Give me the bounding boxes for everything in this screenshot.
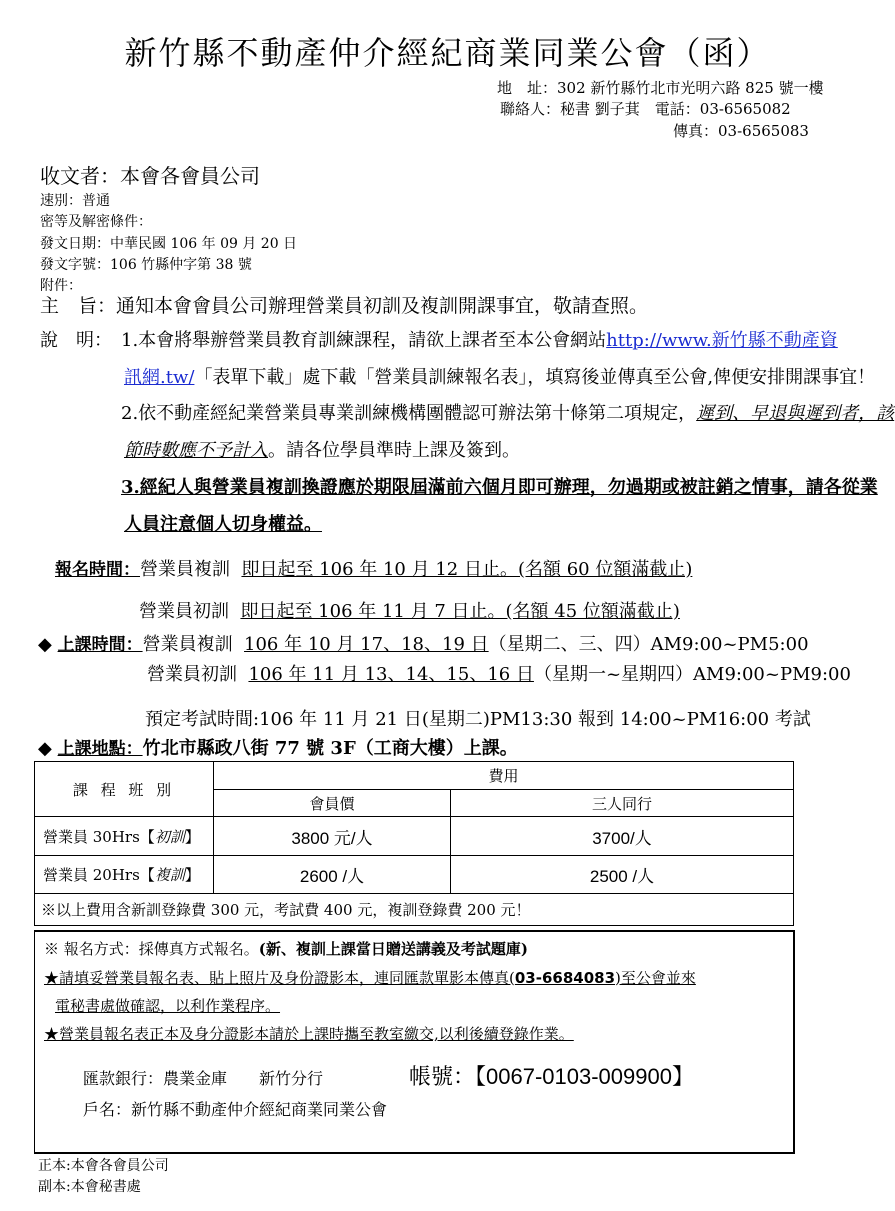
col-course-header: 課 程 班 別 [35, 762, 214, 817]
original-recipient: 正本:本會各會員公司 [38, 1158, 169, 1174]
location-label: 上課地點： [57, 739, 143, 759]
location-text: 竹北市縣政八街 77 號 3F（工商大樓）上課。 [142, 738, 518, 759]
copy-recipient: 副本:本會秘書處 [38, 1179, 141, 1195]
explain-label: 說 明： [40, 330, 112, 351]
class-initial-course: 營業員初訓 [147, 664, 237, 685]
subject-label: 主 旨： [40, 295, 117, 317]
explain-item-3a: 3.經紀人與營業員複訓換證應於期限屆滿前六個月即可辦理，勿過期或被註銷之情事，請各從業 [121, 477, 878, 498]
class-initial-rest: （星期一~星期四）AM9:00~PM9:00 [533, 664, 851, 685]
account-number: 【0067-0103-009900】 [475, 1064, 694, 1089]
course-cell: 營業員 20Hrs【複訓】 [35, 856, 214, 894]
col-member-header: 會員價 [214, 790, 451, 817]
registration-row-1 [55, 555, 692, 581]
fee-table [34, 761, 794, 926]
diamond-icon: ◆ [38, 738, 52, 759]
class-time-row-2 [147, 660, 851, 686]
secrecy: 密等及解密條件： [40, 214, 152, 230]
col-fee-header: 費用 [214, 762, 794, 790]
subject-text: 通知本會會員公司辦理營業員初訓及複訓開課事宜，敬請查照。 [116, 295, 649, 317]
signup-method: ※ 報名方式：採傳真方式報名。(新、複訓上課當日贈送講義及考試題庫) [44, 940, 528, 958]
issue-number: 發文字號：106 竹縣仲字第 38 號 [40, 257, 252, 273]
member-price: 3800 元/人 [214, 817, 451, 856]
speed: 速別：普通 [40, 193, 110, 209]
explain-item-1b [124, 363, 875, 389]
website-link[interactable]: http://www.新竹縣不動產資 [606, 330, 838, 351]
item2-post: 。請各位學員準時上課及簽到。 [268, 440, 520, 461]
course-cell: 營業員 30Hrs【初訓】 [35, 817, 214, 856]
initial-period: 即日起至 106 年 11 月 7 日止。(名額 45 位額滿截止) [240, 601, 680, 622]
signup-instruction-1: ★請填妥營業員報名表、貼上照片及身份證影本，連同匯款單影本傳真(03-6684083)至公會並來 [44, 969, 696, 987]
registration-label: 報名時間： [55, 560, 140, 580]
item1-text: 1.本會將舉辦營業員教育訓練課程，請欲上課者至本公會網站 [121, 330, 607, 351]
page-title: 新竹縣不動產仲介經紀商業同業公會（函） [124, 34, 771, 72]
attachment: 附件： [40, 278, 82, 294]
bank-info: 匯款銀行：農業金庫 新竹分行 [83, 1069, 324, 1088]
contact-line: 聯絡人：秘書 劉子萁 電話：03-6565082 [500, 100, 791, 118]
website-link-cont[interactable]: 訊網.tw/ [124, 367, 195, 388]
table-row [35, 856, 794, 894]
class-time-label: 上課時間： [57, 635, 143, 655]
fee-note: ※以上費用含新訓登錄費 300 元，考試費 400 元，複訓登錄費 200 元！ [35, 894, 794, 926]
initial-course: 營業員初訓 [139, 601, 229, 622]
group-price: 2500 /人 [451, 856, 794, 894]
renew-period: 即日起至 106 年 10 月 12 日止。(名額 60 位額滿截止) [241, 559, 693, 580]
explain-item-1a [121, 326, 838, 352]
class-renew-rest: （星期二、三、四）AM9:00~PM5:00 [488, 634, 809, 655]
explain-item-2a [121, 399, 894, 425]
signup-instruction-1-cont: 電秘書處做確認，以利作業程序。 [55, 997, 281, 1015]
member-price: 2600 /人 [214, 856, 451, 894]
exam-time: 預定考試時間:106 年 11 月 21 日(星期二)PM13:30 報到 14:00~PM16:00 考試 [145, 709, 811, 730]
fax-line: 傳真：03-6565083 [673, 122, 809, 140]
explain-item-2b [124, 436, 520, 462]
class-time-row-1 [38, 630, 809, 656]
renew-course: 營業員複訓 [140, 559, 230, 580]
subject-row [40, 291, 648, 318]
group-price: 3700/人 [451, 817, 794, 856]
account-label: 帳號： [409, 1065, 476, 1090]
account-holder: 戶名：新竹縣不動產仲介經紀商業同業公會 [83, 1100, 388, 1119]
class-initial-dates: 106 年 11 月 13、14、15、16 日 [248, 664, 534, 685]
issue-date: 發文日期：中華民國 106 年 09 月 20 日 [40, 236, 298, 252]
class-renew-course: 營業員複訓 [142, 634, 233, 655]
item2-emphasis: 遲到、早退與遲到者，該 [696, 403, 895, 424]
recipient: 收文者：本會各會員公司 [40, 164, 260, 188]
class-renew-dates: 106 年 10 月 17、18、19 日 [244, 634, 489, 655]
address-line: 地 址：302 新竹縣竹北市光明六路 825 號一樓 [497, 79, 824, 97]
col-group-header: 三人同行 [451, 790, 794, 817]
registration-row-2 [139, 597, 680, 623]
signup-instruction-2: ★營業員報名表正本及身分證影本請於上課時攜至教室繳交,以利後續登錄作業。 [44, 1025, 574, 1043]
item2-emphasis-cont: 節時數應不予計入 [124, 440, 268, 461]
account-row [409, 1060, 694, 1091]
explain-item-3b: 人員注意個人切身權益。 [124, 514, 322, 535]
location-row [38, 734, 518, 760]
item1-post: 「表單下載」處下載「營業員訓練報名表」，填寫後並傳真至公會,俾便安排開課事宜！ [194, 367, 876, 388]
diamond-icon: ◆ [38, 634, 52, 655]
item2-text: 2.依不動產經紀業營業員專業訓練機構團體認可辦法第十條第二項規定， [121, 403, 697, 424]
table-row [35, 817, 794, 856]
